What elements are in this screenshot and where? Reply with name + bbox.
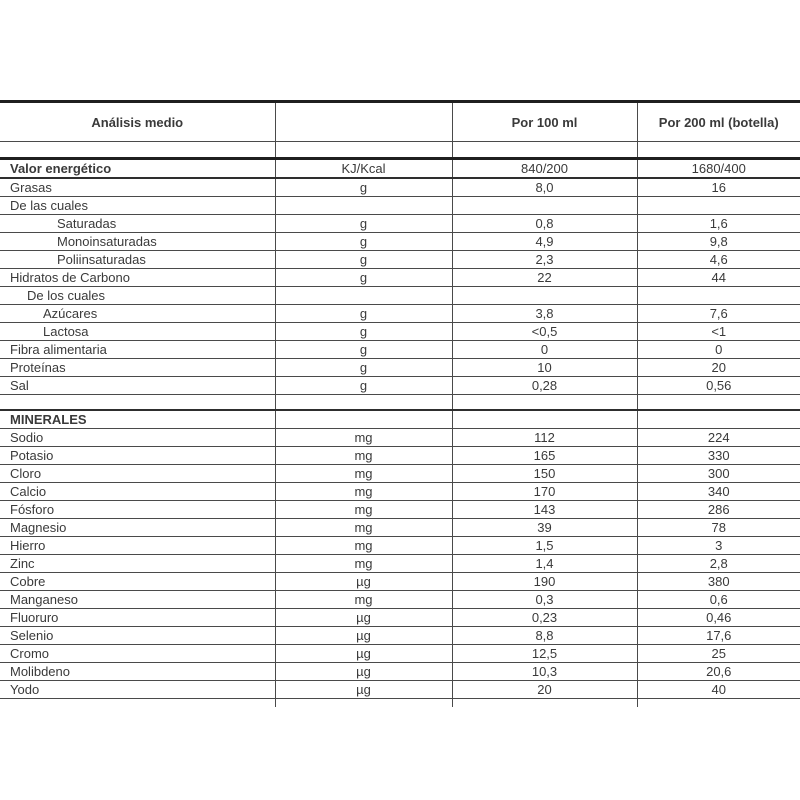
table-row (0, 305, 800, 323)
row-value-per-100ml: 10 (452, 359, 637, 377)
row-value-per-100ml: 190 (452, 573, 637, 591)
table-footer (0, 699, 800, 708)
table-header (0, 102, 800, 142)
row-value-per-100ml: 22 (452, 269, 637, 287)
table-row (0, 215, 800, 233)
table-row (0, 537, 800, 555)
row-unit (275, 395, 452, 411)
row-value-per-100ml: 1,5 (452, 537, 637, 555)
row-value-per-100ml: <0,5 (452, 323, 637, 341)
row-label (0, 395, 275, 411)
row-value-per-100ml: 39 (452, 519, 637, 537)
row-value-per-200ml: 25 (637, 645, 800, 663)
row-unit: g (275, 341, 452, 359)
empty-cell (0, 142, 275, 159)
row-value-per-200ml (637, 395, 800, 411)
nutrition-table (0, 100, 800, 707)
row-value-per-200ml: 20 (637, 359, 800, 377)
row-value-per-200ml: 7,6 (637, 305, 800, 323)
row-unit: mg (275, 465, 452, 483)
row-value-per-100ml: 1,4 (452, 555, 637, 573)
row-unit: mg (275, 537, 452, 555)
row-unit (275, 410, 452, 429)
row-value-per-100ml (452, 395, 637, 411)
row-label: Cromo (0, 645, 275, 663)
empty-cell (637, 142, 800, 159)
row-label: Sal (0, 377, 275, 395)
row-value-per-100ml: 0,3 (452, 591, 637, 609)
row-value-per-100ml: 8,8 (452, 627, 637, 645)
row-label: Sodio (0, 429, 275, 447)
table-body (0, 159, 800, 699)
empty-cell (452, 142, 637, 159)
row-value-per-100ml: 0 (452, 341, 637, 359)
empty-cell (637, 699, 800, 708)
table-row (0, 609, 800, 627)
row-unit: g (275, 377, 452, 395)
row-value-per-100ml: 0,28 (452, 377, 637, 395)
row-value-per-200ml: 4,6 (637, 251, 800, 269)
row-label: Cloro (0, 465, 275, 483)
row-label: Cobre (0, 573, 275, 591)
row-value-per-200ml (637, 287, 800, 305)
row-unit: mg (275, 591, 452, 609)
row-value-per-100ml: 840/200 (452, 159, 637, 179)
row-label: Lactosa (0, 323, 275, 341)
row-label: Poliinsaturadas (0, 251, 275, 269)
table-row (0, 323, 800, 341)
row-label: Manganeso (0, 591, 275, 609)
row-unit: µg (275, 609, 452, 627)
row-unit: g (275, 178, 452, 197)
column-header-por-200-ml: Por 200 ml (botella) (637, 102, 800, 142)
row-label: Fibra alimentaria (0, 341, 275, 359)
row-label: Molibdeno (0, 663, 275, 681)
table-row (0, 178, 800, 197)
row-value-per-100ml: 170 (452, 483, 637, 501)
row-unit: KJ/Kcal (275, 159, 452, 179)
row-value-per-100ml: 112 (452, 429, 637, 447)
row-label: Proteínas (0, 359, 275, 377)
row-value-per-100ml: 165 (452, 447, 637, 465)
table-row (0, 681, 800, 699)
row-value-per-200ml: 380 (637, 573, 800, 591)
row-unit: g (275, 359, 452, 377)
row-label: Monoinsaturadas (0, 233, 275, 251)
row-label: De las cuales (0, 197, 275, 215)
row-label: Zinc (0, 555, 275, 573)
table-row (0, 663, 800, 681)
row-label: Yodo (0, 681, 275, 699)
row-value-per-200ml: 44 (637, 269, 800, 287)
table-row (0, 269, 800, 287)
row-label: Selenio (0, 627, 275, 645)
row-value-per-100ml: 0,8 (452, 215, 637, 233)
row-unit (275, 287, 452, 305)
table-row (0, 287, 800, 305)
spacer-row (0, 395, 800, 411)
column-header-unit (275, 102, 452, 142)
row-unit: mg (275, 429, 452, 447)
table-row (0, 591, 800, 609)
row-label: Calcio (0, 483, 275, 501)
row-value-per-100ml (452, 410, 637, 429)
table-row (0, 359, 800, 377)
header-row (0, 102, 800, 142)
row-value-per-200ml: 330 (637, 447, 800, 465)
table-row (0, 197, 800, 215)
row-label: Hidratos de Carbono (0, 269, 275, 287)
row-unit: mg (275, 519, 452, 537)
row-value-per-100ml: 143 (452, 501, 637, 519)
empty-cell (275, 142, 452, 159)
column-header-analisis-medio: Análisis medio (0, 102, 275, 142)
row-label: Grasas (0, 178, 275, 197)
table-row (0, 159, 800, 179)
table-row (0, 429, 800, 447)
row-value-per-200ml: 20,6 (637, 663, 800, 681)
empty-cell (0, 699, 275, 708)
table-row (0, 501, 800, 519)
row-value-per-100ml: 4,9 (452, 233, 637, 251)
row-unit (275, 197, 452, 215)
row-unit: µg (275, 645, 452, 663)
row-unit: g (275, 233, 452, 251)
row-value-per-100ml (452, 287, 637, 305)
table-row (0, 483, 800, 501)
table-row (0, 341, 800, 359)
row-value-per-100ml: 3,8 (452, 305, 637, 323)
row-value-per-200ml: 9,8 (637, 233, 800, 251)
empty-cell (452, 699, 637, 708)
row-value-per-200ml: 78 (637, 519, 800, 537)
row-value-per-200ml: 224 (637, 429, 800, 447)
row-unit: µg (275, 681, 452, 699)
row-label: Fluoruro (0, 609, 275, 627)
row-value-per-200ml: 0,46 (637, 609, 800, 627)
row-unit: mg (275, 501, 452, 519)
row-value-per-200ml: 300 (637, 465, 800, 483)
row-value-per-200ml: 340 (637, 483, 800, 501)
row-value-per-200ml (637, 197, 800, 215)
table-row (0, 555, 800, 573)
row-label: Azúcares (0, 305, 275, 323)
row-label: Valor energético (0, 159, 275, 179)
table-row (0, 377, 800, 395)
column-header-por-100-ml: Por 100 ml (452, 102, 637, 142)
row-label: Magnesio (0, 519, 275, 537)
row-label: Fósforo (0, 501, 275, 519)
row-unit: g (275, 269, 452, 287)
row-value-per-200ml: 0,6 (637, 591, 800, 609)
table-row (0, 251, 800, 269)
table-row (0, 233, 800, 251)
row-label: MINERALES (0, 410, 275, 429)
row-unit: g (275, 305, 452, 323)
row-value-per-100ml: 0,23 (452, 609, 637, 627)
row-unit: mg (275, 555, 452, 573)
table-row (0, 573, 800, 591)
row-value-per-200ml (637, 410, 800, 429)
row-value-per-100ml: 12,5 (452, 645, 637, 663)
row-unit: g (275, 323, 452, 341)
row-unit: mg (275, 483, 452, 501)
row-unit: µg (275, 627, 452, 645)
empty-cell (275, 699, 452, 708)
row-value-per-200ml: 0,56 (637, 377, 800, 395)
row-value-per-200ml: 0 (637, 341, 800, 359)
header-spacer-row (0, 142, 800, 159)
table-row (0, 645, 800, 663)
row-label: Saturadas (0, 215, 275, 233)
row-value-per-200ml: 2,8 (637, 555, 800, 573)
row-value-per-200ml: 1,6 (637, 215, 800, 233)
row-unit: g (275, 215, 452, 233)
table-row (0, 627, 800, 645)
row-label: Potasio (0, 447, 275, 465)
row-value-per-200ml: 40 (637, 681, 800, 699)
row-unit: µg (275, 663, 452, 681)
row-value-per-200ml: 17,6 (637, 627, 800, 645)
row-value-per-100ml: 20 (452, 681, 637, 699)
row-unit: µg (275, 573, 452, 591)
row-value-per-100ml: 10,3 (452, 663, 637, 681)
row-label: Hierro (0, 537, 275, 555)
row-value-per-100ml (452, 197, 637, 215)
table-row (0, 447, 800, 465)
row-value-per-200ml: 1680/400 (637, 159, 800, 179)
row-unit: mg (275, 447, 452, 465)
header-spacer-body (0, 142, 800, 159)
section-row (0, 410, 800, 429)
row-value-per-100ml: 2,3 (452, 251, 637, 269)
row-label: De los cuales (0, 287, 275, 305)
row-unit: g (275, 251, 452, 269)
table-row (0, 519, 800, 537)
hanging-separator-row (0, 699, 800, 708)
table-row (0, 465, 800, 483)
row-value-per-100ml: 8,0 (452, 178, 637, 197)
row-value-per-200ml: <1 (637, 323, 800, 341)
row-value-per-200ml: 286 (637, 501, 800, 519)
row-value-per-200ml: 3 (637, 537, 800, 555)
row-value-per-100ml: 150 (452, 465, 637, 483)
row-value-per-200ml: 16 (637, 178, 800, 197)
